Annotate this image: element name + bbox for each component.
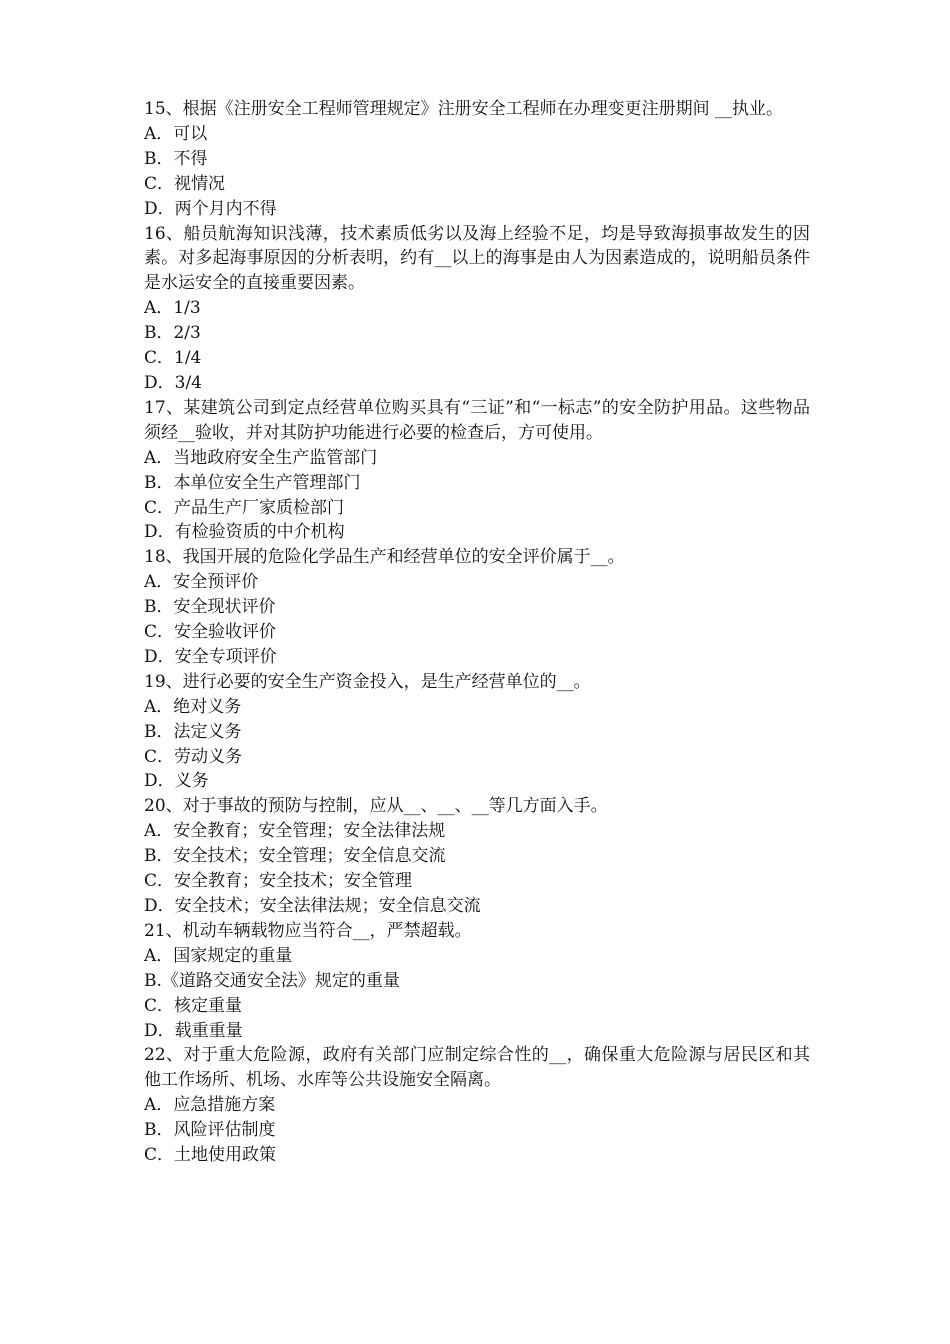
option-b: B．安全现状评价 — [144, 597, 276, 618]
option-b: B．本单位安全生产管理部门 — [144, 472, 361, 493]
question-20 — [144, 794, 810, 919]
option-c: C．劳动义务 — [144, 746, 243, 767]
option-d: D．3/4 — [144, 372, 202, 393]
option-c: C．安全教育；安全技术；安全管理 — [144, 871, 413, 892]
option-a: A．安全预评价 — [144, 572, 259, 593]
option-a: A．1/3 — [144, 298, 201, 319]
exam-page — [144, 97, 810, 1168]
option-a: A．当地政府安全生产监管部门 — [144, 447, 378, 468]
option-c: C．安全验收评价 — [144, 622, 277, 643]
option-c: C．产品生产厂家质检部门 — [144, 497, 345, 518]
question-15 — [144, 97, 810, 222]
option-a: A．应急措施方案 — [144, 1095, 276, 1116]
question-19 — [144, 670, 810, 795]
option-b: B．风险评估制度 — [144, 1120, 276, 1141]
question-stem: 22、对于重大危险源，政府有关部门应制定综合性的__，确保重大危险源与居民区和其他工作场所、机场、水库等公共设施安全隔离。 — [144, 1045, 810, 1091]
option-d: D．有检验资质的中介机构 — [144, 522, 345, 543]
option-d: D．两个月内不得 — [144, 198, 277, 219]
option-b: B.《道路交通安全法》规定的重量 — [144, 970, 400, 991]
option-b: B．安全技术；安全管理；安全信息交流 — [144, 846, 446, 867]
option-b: B．2/3 — [144, 323, 201, 344]
option-d: D．安全专项评价 — [144, 646, 277, 667]
option-a: A．国家规定的重量 — [144, 945, 293, 966]
question-22 — [144, 1043, 810, 1168]
option-c: C．视情况 — [144, 173, 226, 194]
question-stem: 15、根据《注册安全工程师管理规定》注册安全工程师在办理变更注册期间 __执业。 — [144, 99, 784, 119]
question-21 — [144, 919, 810, 1044]
question-18 — [144, 545, 810, 670]
option-b: B．不得 — [144, 148, 208, 169]
option-a: A．可以 — [144, 123, 208, 144]
question-17 — [144, 396, 810, 545]
option-d: D．安全技术；安全法律法规；安全信息交流 — [144, 896, 481, 916]
option-c: C．土地使用政策 — [144, 1145, 277, 1166]
option-b: B．法定义务 — [144, 721, 242, 742]
option-c: C．核定重量 — [144, 995, 243, 1016]
question-stem: 17、某建筑公司到定点经营单位购买具有“三证”和“一标志”的安全防护用品。这些物品须经__验收，并对其防护功能进行必要的检查后，方可使用。 — [144, 397, 810, 443]
option-d: D．载重重量 — [144, 1020, 243, 1041]
question-16 — [144, 222, 810, 396]
question-stem: 19、进行必要的安全生产资金投入，是生产经营单位的__。 — [144, 671, 591, 692]
option-a: A．安全教育；安全管理；安全法律法规 — [144, 821, 446, 842]
option-c: C．1/4 — [144, 348, 202, 369]
question-stem: 18、我国开展的危险化学品生产和经营单位的安全评价属于__。 — [144, 547, 625, 568]
question-stem: 21、机动车辆载物应当符合__，严禁超载。 — [144, 920, 472, 941]
option-d: D．义务 — [144, 771, 209, 792]
question-stem: 20、对于事故的预防与控制，应从__、__、__等几方面入手。 — [144, 796, 608, 817]
option-a: A．绝对义务 — [144, 696, 242, 717]
question-stem: 16、船员航海知识浅薄，技术素质低劣以及海上经验不足，均是导致海损事故发生的因素。对多起海事原因的分析表明，约有__以上的海事是由人为因素造成的，说明船员条件是水运安全的直接重要因素。 — [144, 223, 810, 294]
